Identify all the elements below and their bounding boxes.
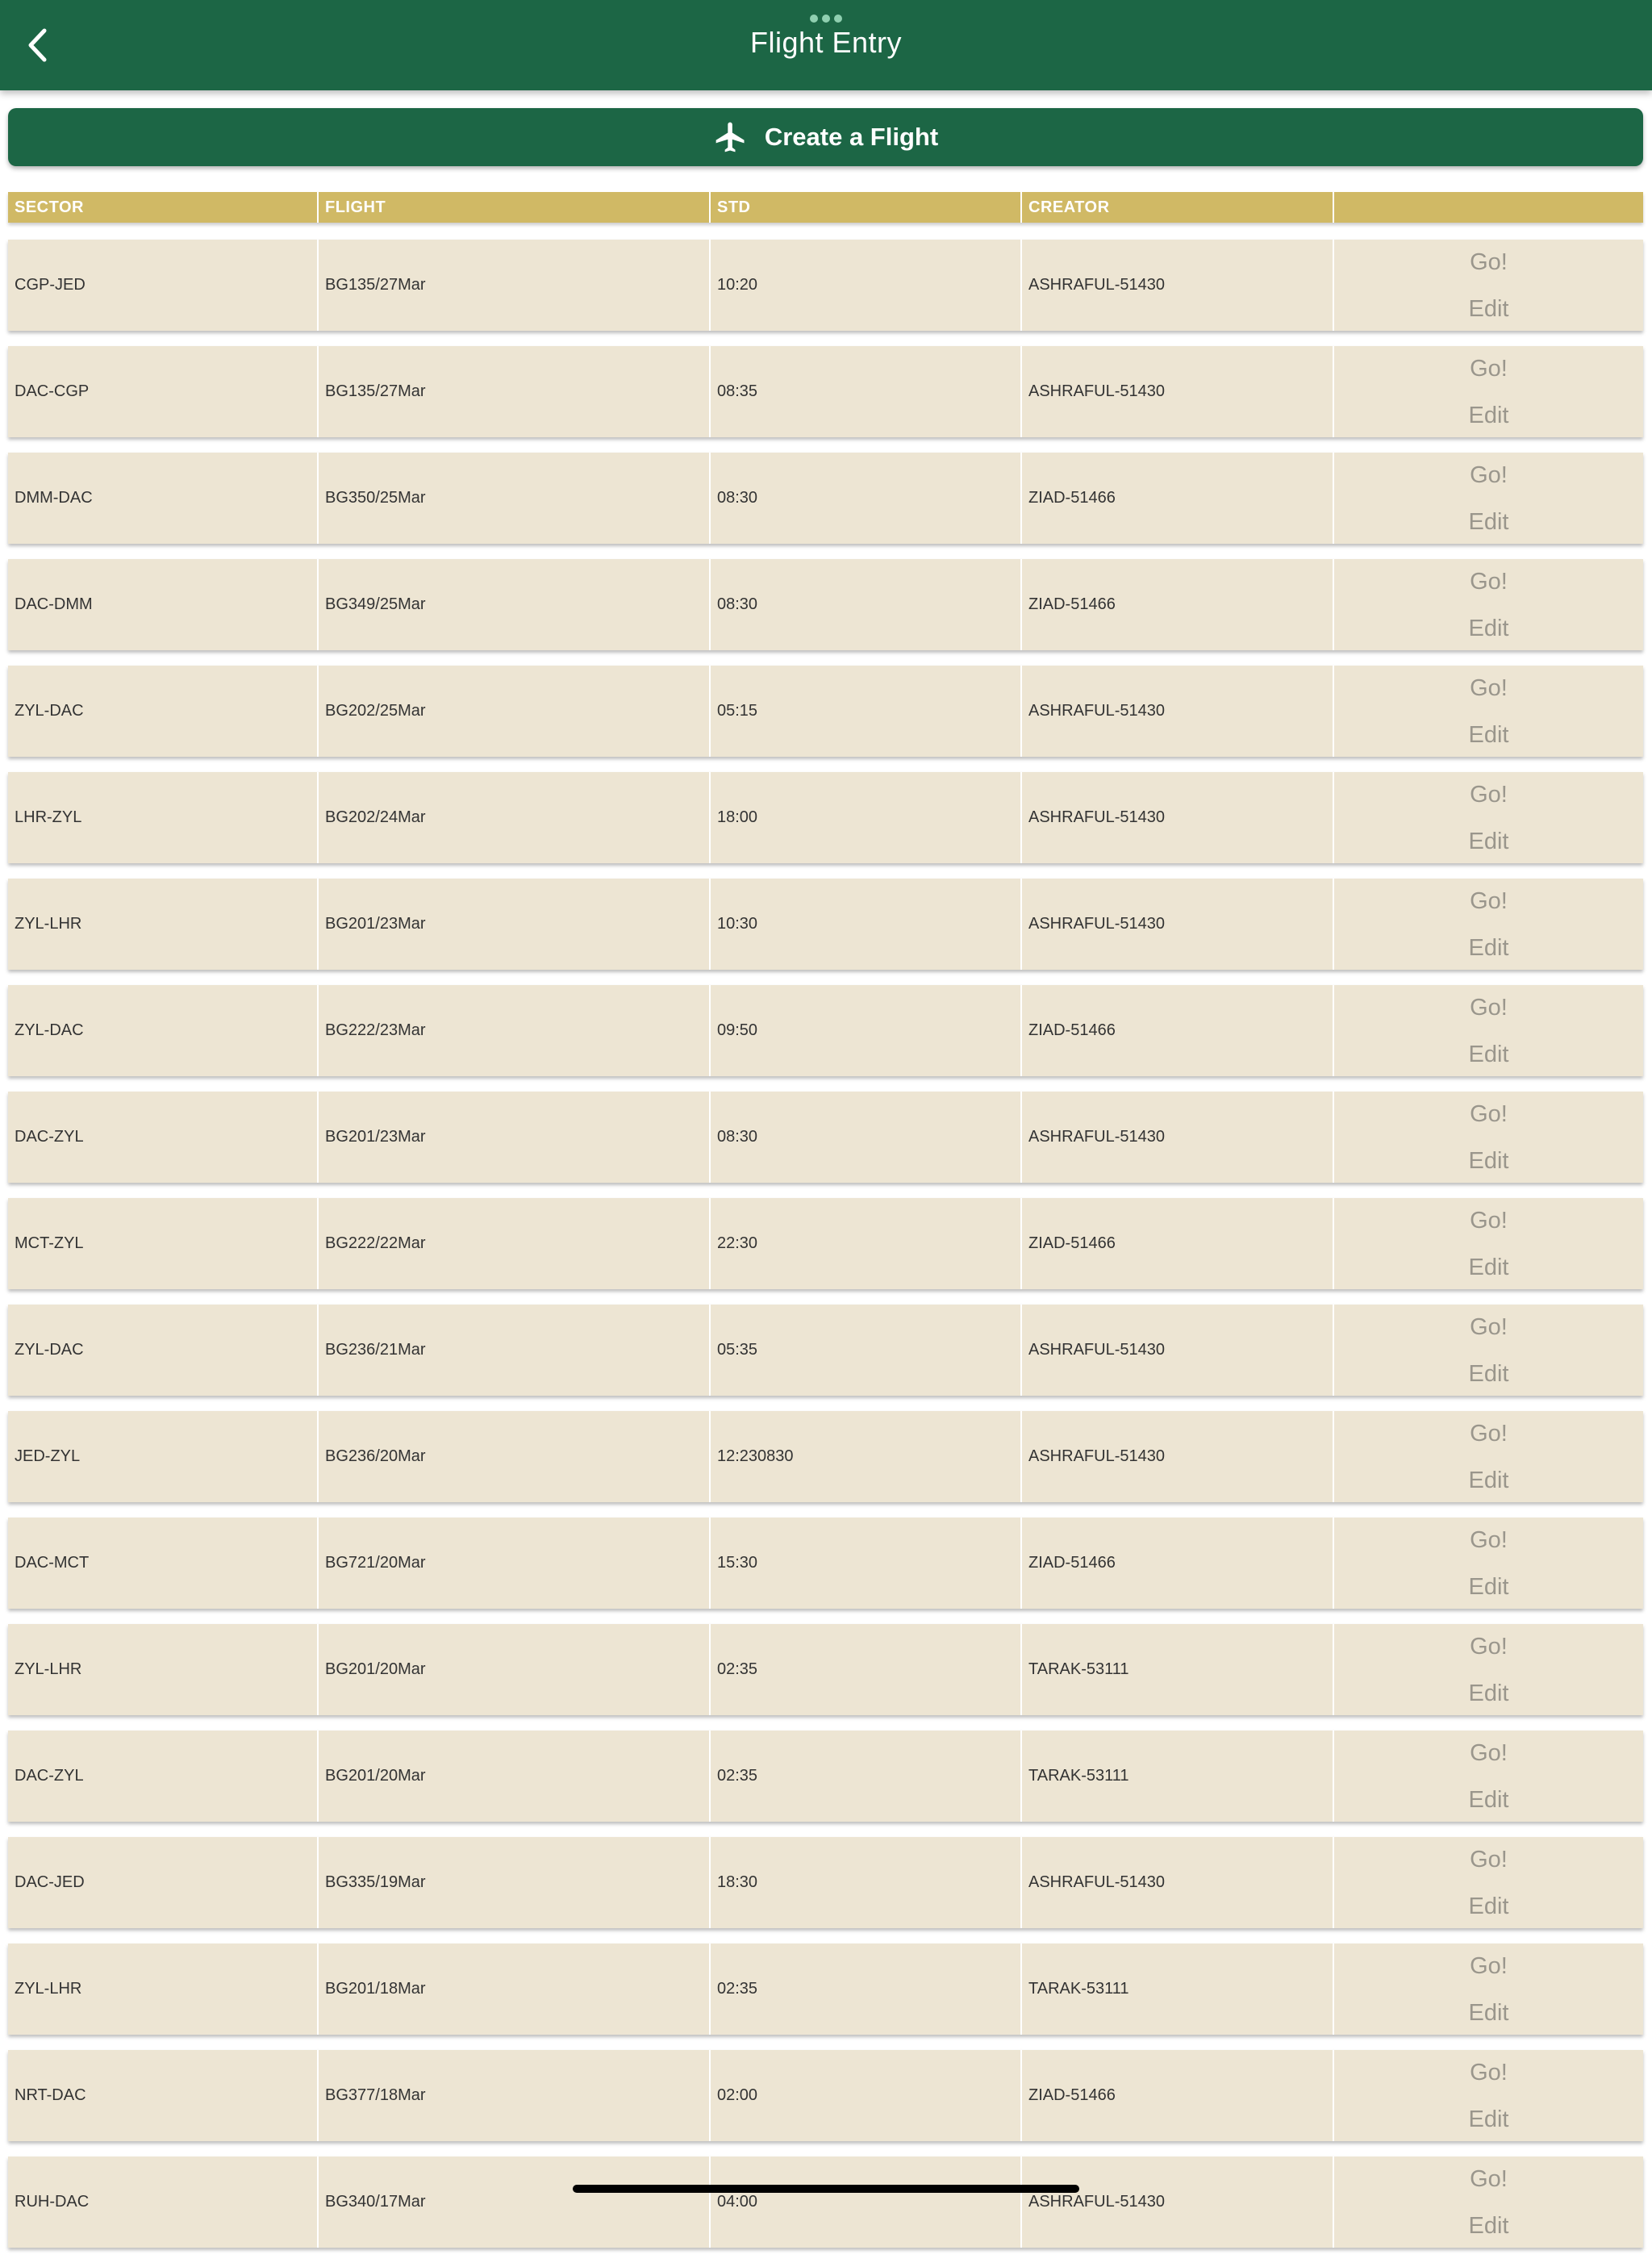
cell-creator: ASHRAFUL-51430 — [1022, 2157, 1334, 2248]
cell-std: 05:35 — [711, 1305, 1022, 1396]
go-button[interactable]: Go! — [1470, 674, 1508, 701]
cell-flight: BG201/18Mar — [319, 1944, 711, 2035]
edit-button[interactable]: Edit — [1468, 2106, 1509, 2132]
go-button[interactable]: Go! — [1470, 1420, 1508, 1447]
edit-button[interactable]: Edit — [1468, 402, 1509, 428]
cell-actions — [1334, 772, 1643, 863]
table-row — [8, 2157, 1643, 2248]
cell-actions — [1334, 1198, 1643, 1289]
cell-actions — [1334, 1092, 1643, 1183]
table-row — [8, 1092, 1643, 1183]
table-row — [8, 559, 1643, 650]
cell-sector: DAC-DMM — [8, 559, 319, 650]
cell-sector: ZYL-DAC — [8, 985, 319, 1076]
cell-flight: BG201/20Mar — [319, 1731, 711, 1822]
cell-actions — [1334, 2157, 1643, 2248]
cell-actions — [1334, 240, 1643, 331]
edit-button[interactable]: Edit — [1468, 1041, 1509, 1067]
edit-button[interactable]: Edit — [1468, 1467, 1509, 1493]
go-button[interactable]: Go! — [1470, 1526, 1508, 1553]
cell-flight: BG202/24Mar — [319, 772, 711, 863]
table-row — [8, 1411, 1643, 1502]
cell-std: 15:30 — [711, 1518, 1022, 1609]
cell-actions — [1334, 453, 1643, 544]
edit-button[interactable]: Edit — [1468, 1680, 1509, 1706]
cell-std: 02:35 — [711, 1944, 1022, 2035]
cell-sector: DAC-MCT — [8, 1518, 319, 1609]
cell-flight: BG349/25Mar — [319, 559, 711, 650]
cell-flight: BG135/27Mar — [319, 346, 711, 437]
cell-actions — [1334, 1837, 1643, 1928]
cell-actions — [1334, 1944, 1643, 2035]
cell-creator: ASHRAFUL-51430 — [1022, 346, 1334, 437]
column-header-actions — [1334, 192, 1643, 223]
table-row — [8, 1944, 1643, 2035]
cell-actions — [1334, 1305, 1643, 1396]
cell-flight: BG135/27Mar — [319, 240, 711, 331]
cell-sector: MCT-ZYL — [8, 1198, 319, 1289]
table-row — [8, 1837, 1643, 1928]
cell-std: 02:35 — [711, 1731, 1022, 1822]
cell-std: 02:00 — [711, 2050, 1022, 2141]
go-button[interactable]: Go! — [1470, 461, 1508, 488]
cell-sector: DMM-DAC — [8, 453, 319, 544]
table-row — [8, 453, 1643, 544]
cell-actions — [1334, 1411, 1643, 1502]
cell-std: 22:30 — [711, 1198, 1022, 1289]
page-title: Flight Entry — [749, 26, 903, 59]
edit-button[interactable]: Edit — [1468, 2212, 1509, 2239]
table-row — [8, 1305, 1643, 1396]
table-row — [8, 240, 1643, 331]
edit-button[interactable]: Edit — [1468, 615, 1509, 641]
cell-std: 04:00 — [711, 2157, 1022, 2248]
cell-creator: ASHRAFUL-51430 — [1022, 1305, 1334, 1396]
edit-button[interactable]: Edit — [1468, 1573, 1509, 1600]
go-button[interactable]: Go! — [1470, 1100, 1508, 1127]
cell-flight: BG222/23Mar — [319, 985, 711, 1076]
go-button[interactable]: Go! — [1470, 887, 1508, 914]
cell-actions — [1334, 559, 1643, 650]
cell-creator: TARAK-53111 — [1022, 1731, 1334, 1822]
cell-flight: BG340/17Mar — [319, 2157, 711, 2248]
cell-std: 18:30 — [711, 1837, 1022, 1928]
cell-sector: DAC-ZYL — [8, 1092, 319, 1183]
cell-creator: ZIAD-51466 — [1022, 985, 1334, 1076]
cell-flight: BG721/20Mar — [319, 1518, 711, 1609]
cell-sector: ZYL-LHR — [8, 1624, 319, 1715]
edit-button[interactable]: Edit — [1468, 828, 1509, 854]
cell-flight: BG222/22Mar — [319, 1198, 711, 1289]
edit-button[interactable]: Edit — [1468, 1147, 1509, 1174]
cell-actions — [1334, 1624, 1643, 1715]
navigation-bar — [0, 0, 1652, 90]
go-button[interactable]: Go! — [1470, 1207, 1508, 1234]
cell-actions — [1334, 1731, 1643, 1822]
cell-std: 18:00 — [711, 772, 1022, 863]
cell-std: 08:30 — [711, 1092, 1022, 1183]
cell-sector: JED-ZYL — [8, 1411, 319, 1502]
cell-std: 12:230830 — [711, 1411, 1022, 1502]
edit-button[interactable]: Edit — [1468, 934, 1509, 961]
create-flight-label: Create a Flight — [764, 123, 939, 151]
cell-actions — [1334, 879, 1643, 970]
cell-actions — [1334, 1518, 1643, 1609]
cell-flight: BG202/25Mar — [319, 666, 711, 757]
edit-button[interactable]: Edit — [1468, 1893, 1509, 1919]
go-button[interactable]: Go! — [1470, 568, 1508, 595]
cell-flight: BG377/18Mar — [319, 2050, 711, 2141]
cell-sector: CGP-JED — [8, 240, 319, 331]
go-button[interactable]: Go! — [1470, 1313, 1508, 1340]
table-row — [8, 879, 1643, 970]
table-row — [8, 346, 1643, 437]
cell-creator: ASHRAFUL-51430 — [1022, 240, 1334, 331]
column-header-flight: FLIGHT — [319, 192, 711, 223]
create-flight-button[interactable] — [8, 108, 1643, 166]
edit-button[interactable]: Edit — [1468, 295, 1509, 322]
cell-std: 08:30 — [711, 453, 1022, 544]
cell-creator: ZIAD-51466 — [1022, 559, 1334, 650]
cell-std: 05:15 — [711, 666, 1022, 757]
go-button[interactable]: Go! — [1470, 1952, 1508, 1979]
airplane-icon — [713, 119, 749, 155]
cell-creator: ASHRAFUL-51430 — [1022, 1837, 1334, 1928]
edit-button[interactable]: Edit — [1468, 1360, 1509, 1387]
edit-button[interactable]: Edit — [1468, 721, 1509, 748]
table-row — [8, 1198, 1643, 1289]
cell-sector: NRT-DAC — [8, 2050, 319, 2141]
cell-flight: BG201/23Mar — [319, 1092, 711, 1183]
cell-std: 08:35 — [711, 346, 1022, 437]
window-grabber-icon[interactable] — [810, 15, 842, 24]
cell-flight: BG236/20Mar — [319, 1411, 711, 1502]
cell-sector: DAC-JED — [8, 1837, 319, 1928]
cell-sector: LHR-ZYL — [8, 772, 319, 863]
cell-creator: ZIAD-51466 — [1022, 2050, 1334, 2141]
cell-flight: BG350/25Mar — [319, 453, 711, 544]
cell-creator: ASHRAFUL-51430 — [1022, 1411, 1334, 1502]
cell-sector: DAC-CGP — [8, 346, 319, 437]
go-button[interactable]: Go! — [1470, 994, 1508, 1021]
cell-creator: TARAK-53111 — [1022, 1944, 1334, 2035]
cell-sector: ZYL-DAC — [8, 1305, 319, 1396]
column-header-creator: CREATOR — [1022, 192, 1334, 223]
cell-creator: ZIAD-51466 — [1022, 1198, 1334, 1289]
cell-std: 02:35 — [711, 1624, 1022, 1715]
cell-creator: TARAK-53111 — [1022, 1624, 1334, 1715]
table-row — [8, 772, 1643, 863]
edit-button[interactable]: Edit — [1468, 508, 1509, 535]
go-button[interactable]: Go! — [1470, 2059, 1508, 2086]
table-row — [8, 985, 1643, 1076]
cell-creator: ASHRAFUL-51430 — [1022, 1092, 1334, 1183]
go-button[interactable]: Go! — [1470, 355, 1508, 382]
cell-sector: ZYL-LHR — [8, 879, 319, 970]
go-button[interactable]: Go! — [1470, 248, 1508, 275]
cell-flight: BG335/19Mar — [319, 1837, 711, 1928]
table-row — [8, 1624, 1643, 1715]
table-header — [8, 192, 1643, 223]
cell-sector: ZYL-LHR — [8, 1944, 319, 2035]
go-button[interactable]: Go! — [1470, 1633, 1508, 1660]
go-button[interactable]: Go! — [1470, 781, 1508, 808]
cell-actions — [1334, 985, 1643, 1076]
table-row — [8, 1518, 1643, 1609]
cell-flight: BG201/20Mar — [319, 1624, 711, 1715]
go-button[interactable]: Go! — [1470, 1739, 1508, 1766]
cell-std: 09:50 — [711, 985, 1022, 1076]
table-row — [8, 2050, 1643, 2141]
cell-sector: RUH-DAC — [8, 2157, 319, 2248]
cell-std: 10:30 — [711, 879, 1022, 970]
table-row — [8, 666, 1643, 757]
cell-flight: BG201/23Mar — [319, 879, 711, 970]
column-header-sector: SECTOR — [8, 192, 319, 223]
cell-creator: ASHRAFUL-51430 — [1022, 666, 1334, 757]
edit-button[interactable]: Edit — [1468, 1786, 1509, 1813]
cell-sector: DAC-ZYL — [8, 1731, 319, 1822]
cell-std: 08:30 — [711, 559, 1022, 650]
cell-creator: ASHRAFUL-51430 — [1022, 879, 1334, 970]
flight-list — [8, 240, 1643, 2263]
cell-std: 10:20 — [711, 240, 1022, 331]
table-row — [8, 1731, 1643, 1822]
column-header-std: STD — [711, 192, 1022, 223]
cell-flight: BG236/21Mar — [319, 1305, 711, 1396]
cell-creator: ASHRAFUL-51430 — [1022, 772, 1334, 863]
cell-actions — [1334, 2050, 1643, 2141]
go-button[interactable]: Go! — [1470, 2165, 1508, 2192]
edit-button[interactable]: Edit — [1468, 1999, 1509, 2026]
cell-creator: ZIAD-51466 — [1022, 1518, 1334, 1609]
cell-sector: ZYL-DAC — [8, 666, 319, 757]
edit-button[interactable]: Edit — [1468, 1254, 1509, 1280]
cell-creator: ZIAD-51466 — [1022, 453, 1334, 544]
cell-actions — [1334, 346, 1643, 437]
cell-actions — [1334, 666, 1643, 757]
go-button[interactable]: Go! — [1470, 1846, 1508, 1873]
home-indicator[interactable] — [573, 2185, 1079, 2193]
